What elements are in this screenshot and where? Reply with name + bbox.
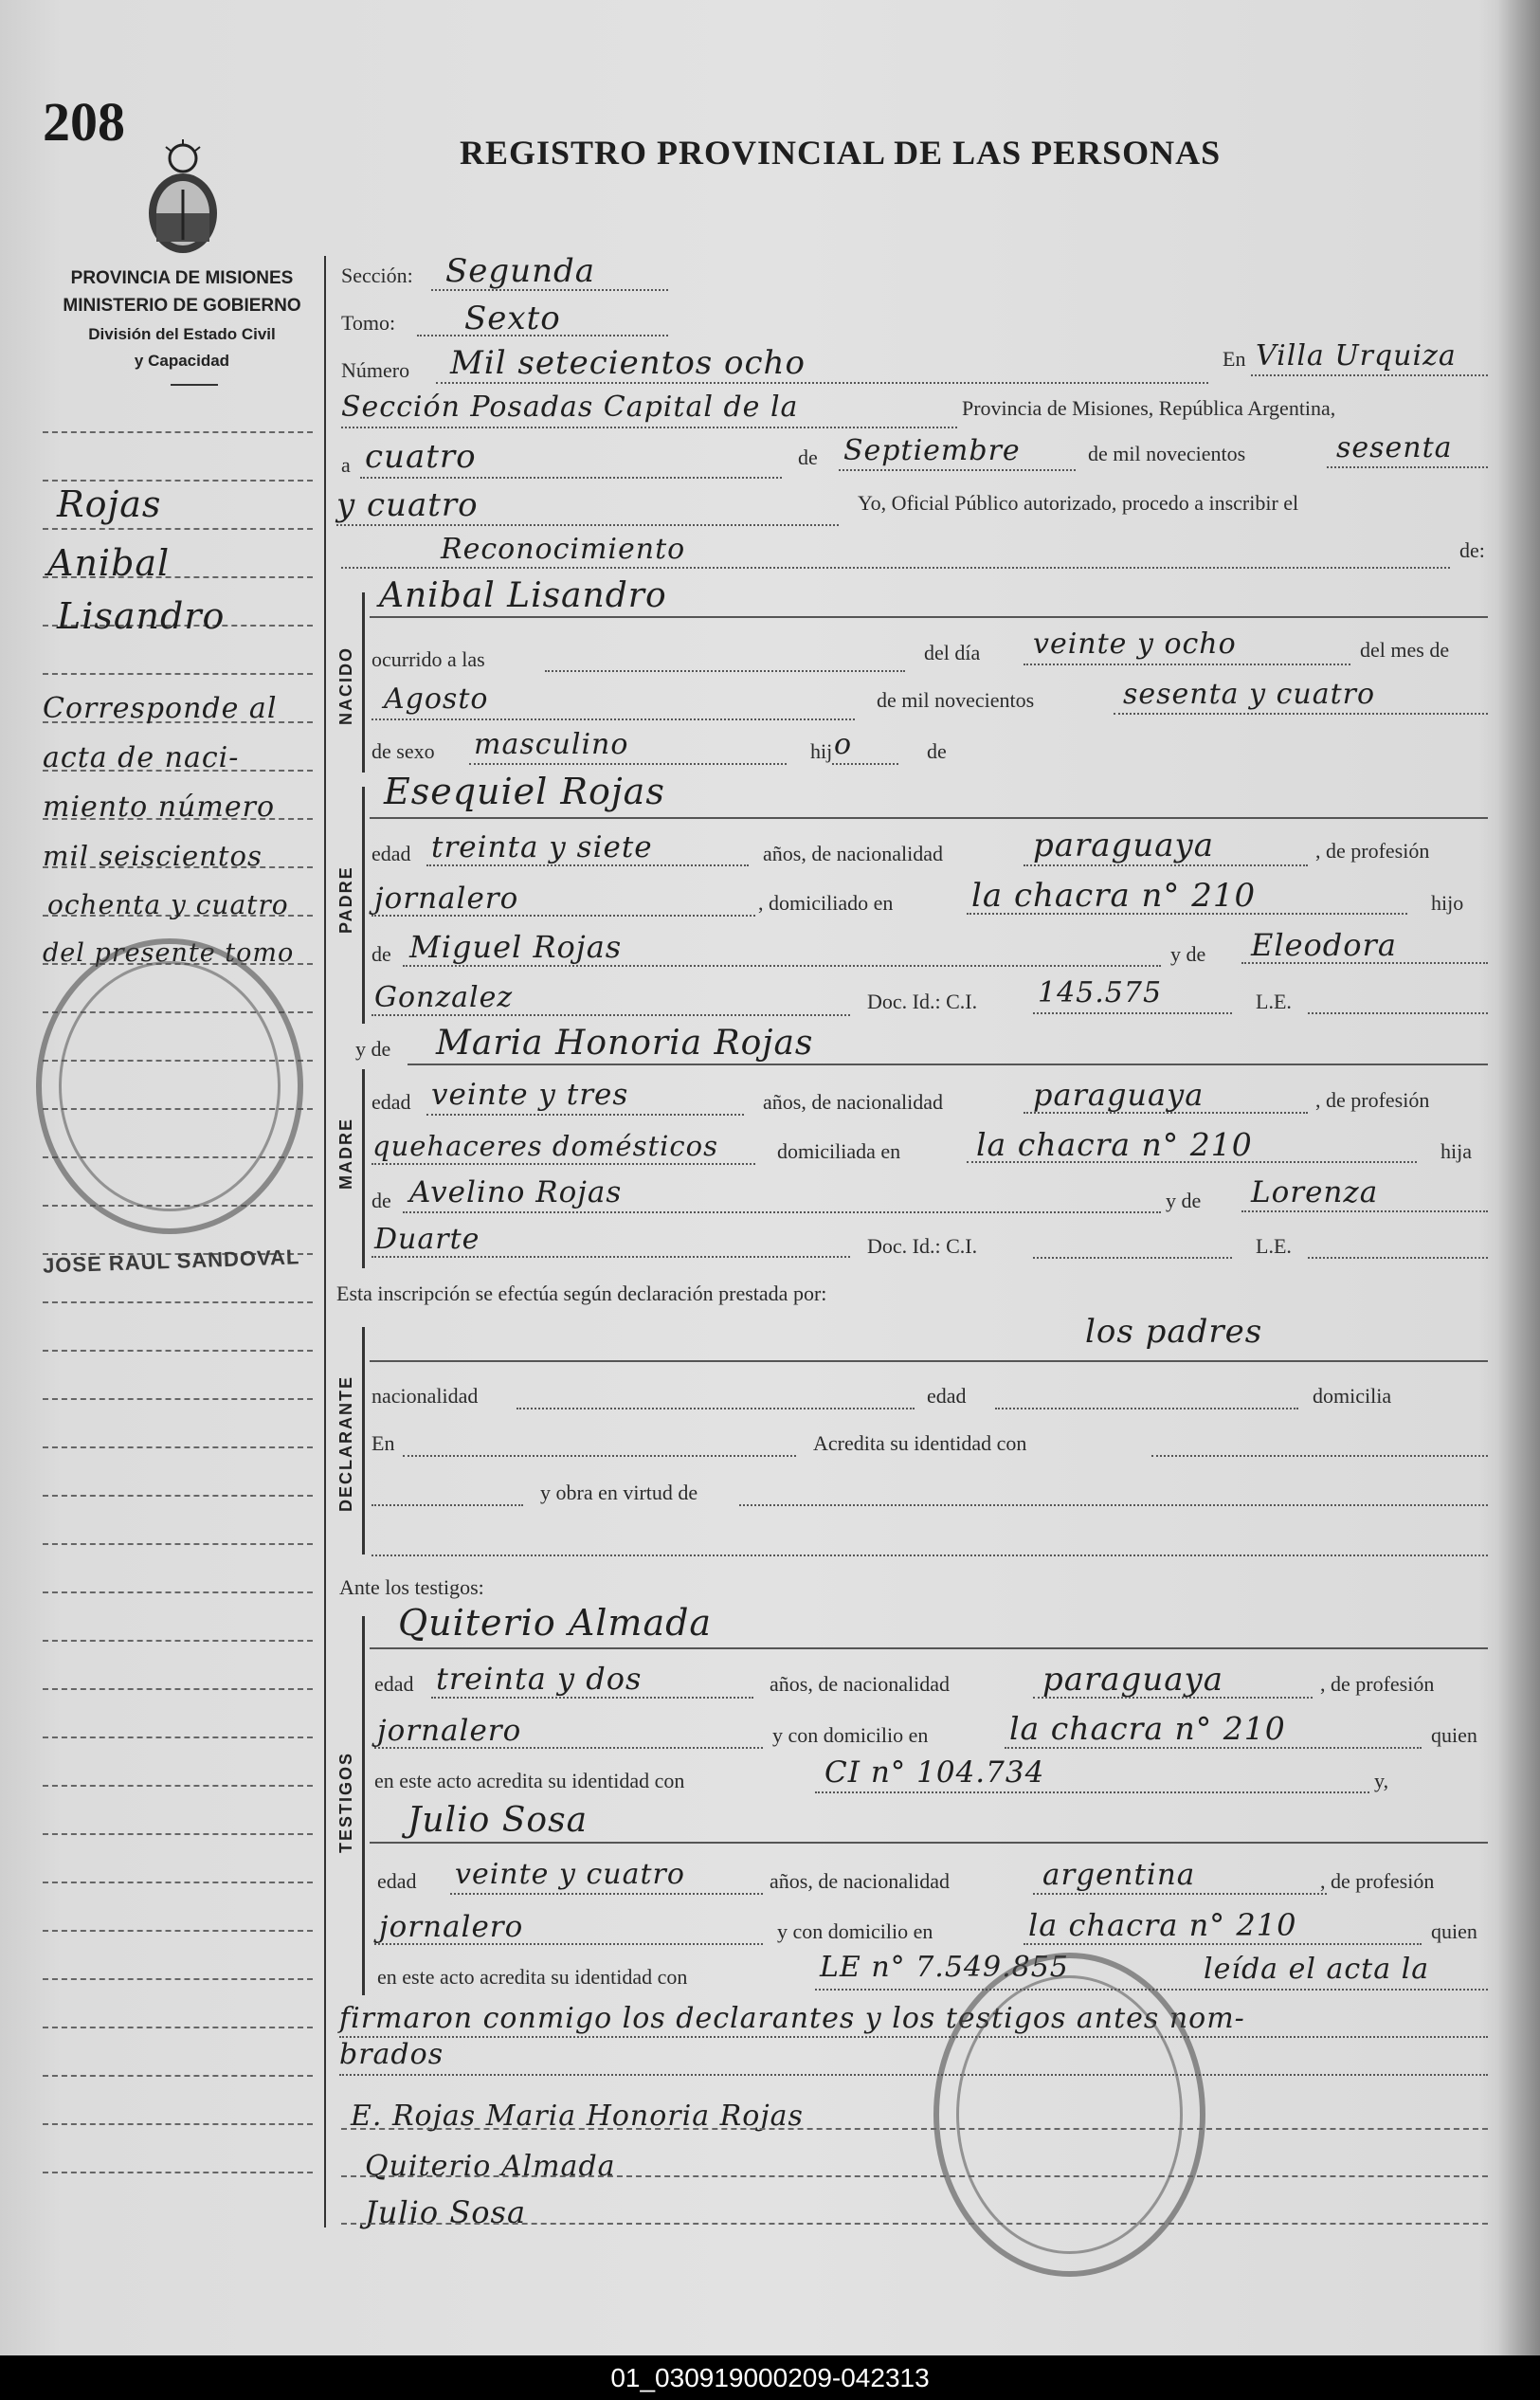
margin-rule <box>43 1543 313 1545</box>
label-madre-hija: hija <box>1440 1139 1472 1163</box>
label-testigo2-quien: quien <box>1431 1919 1477 1943</box>
label-madre-doc: Doc. Id.: C.I. <box>867 1234 978 1258</box>
label-testigo2-anos-nac: años, de nacionalidad <box>770 1869 950 1893</box>
value-testigo1-nacionalidad: paraguaya <box>1042 1661 1223 1699</box>
margin-rule <box>43 1350 313 1352</box>
value-padre-nombre: Esequiel Rojas <box>384 771 665 812</box>
value-madre-nacionalidad: paraguaya <box>1033 1077 1205 1113</box>
value-testigo2-nacionalidad: argentina <box>1042 1858 1196 1892</box>
margin-rule <box>43 1688 313 1690</box>
value-testigo2-doc: LE n° 7.549.855 <box>820 1951 1069 1984</box>
label-padre-y-de: y de <box>1170 942 1206 966</box>
label-padre-edad: edad <box>371 842 411 865</box>
value-testigo1-nombre: Quiterio Almada <box>398 1602 713 1644</box>
margin-first-name: Anibal <box>47 542 171 584</box>
label-testigo1-quien: quien <box>1431 1723 1477 1747</box>
label-padre-hijo: hijo <box>1431 891 1464 915</box>
label-padre-le: L.E. <box>1256 990 1292 1013</box>
value-anio-2: y cuatro <box>336 486 479 524</box>
label-declarante-obra: y obra en virtud de <box>540 1481 698 1504</box>
registry-title: REGISTRO PROVINCIAL DE LAS PERSONAS <box>460 134 1222 172</box>
value-padre-madre-2: Gonzalez <box>374 981 514 1014</box>
label-declarante-edad: edad <box>927 1384 967 1408</box>
margin-second-name: Lisandro <box>57 595 226 637</box>
value-cierre-2: firmaron conmigo los declarantes y los testigos antes nom- <box>339 2002 1245 2035</box>
value-padre-madre-1: Eleodora <box>1251 927 1397 963</box>
label-tomo: Tomo: <box>341 311 396 335</box>
value-padre-profesion: jornalero <box>374 882 519 916</box>
margin-note-5: ochenta y cuatro <box>47 889 289 920</box>
value-cierre-3: brados <box>339 2038 444 2071</box>
label-declarante-domicilia: domicilia <box>1313 1384 1392 1408</box>
margin-rule <box>43 1978 313 1980</box>
margin-rule <box>43 528 313 530</box>
margin-rule <box>43 1930 313 1932</box>
label-del-mes: del mes de <box>1360 638 1450 662</box>
signature-rule <box>341 2175 1488 2177</box>
label-testigo2-edad: edad <box>377 1869 417 1893</box>
margin-rule <box>43 1495 313 1497</box>
office-capacity: y Capacidad <box>134 352 230 370</box>
office-province: PROVINCIA DE MISIONES <box>70 268 294 288</box>
value-madre-edad: veinte y tres <box>431 1078 629 1112</box>
margin-note-1: Corresponde al <box>43 692 278 725</box>
value-testigo2-edad: veinte y cuatro <box>455 1858 685 1891</box>
margin-rule <box>43 2123 313 2125</box>
label-madre-y-de: y de <box>355 1037 391 1061</box>
label-testigo1-domicilio: y con domicilio en <box>772 1723 929 1747</box>
margin-note-2: acta de naci- <box>43 741 240 774</box>
value-madre-padre: Avelino Rojas <box>409 1175 623 1209</box>
margin-rule <box>43 2027 313 2028</box>
margin-rule <box>43 1736 313 1738</box>
office-ministry: MINISTERIO DE GOBIERNO <box>63 296 301 316</box>
margin-rule <box>43 673 313 675</box>
value-madre-profesion: quehaceres domésticos <box>372 1130 718 1162</box>
value-padre-edad: treinta y siete <box>431 830 653 864</box>
value-lugar: Villa Urquiza <box>1256 339 1457 373</box>
signature-parents: E. Rojas Maria Honoria Rojas <box>351 2100 804 2133</box>
label-padre-de: de <box>371 942 391 966</box>
label-madre-de: de <box>371 1189 391 1212</box>
value-madre-nombre: Maria Honoria Rojas <box>436 1024 814 1063</box>
value-testigo1-doc: CI n° 104.734 <box>824 1755 1045 1790</box>
label-madre-profesion: , de profesión <box>1315 1088 1430 1112</box>
value-testigo2-profesion: jornalero <box>379 1910 524 1944</box>
value-declarante: los padres <box>1085 1313 1263 1351</box>
label-numero: Número <box>341 358 410 382</box>
label-testigo2-profesion: , de profesión <box>1320 1869 1435 1893</box>
value-testigo1-domicilio: la chacra n° 210 <box>1009 1710 1286 1747</box>
margin-note-3: miento número <box>43 791 276 824</box>
label-madre-edad: edad <box>371 1090 411 1114</box>
margin-rule <box>43 1301 313 1303</box>
label-declarante-en: En <box>371 1431 395 1455</box>
label-de-mil-2: de mil novecientos <box>877 688 1035 712</box>
value-acto: Reconocimiento <box>441 533 686 566</box>
margin-rule <box>43 1833 313 1835</box>
value-padre-ci: 145.575 <box>1038 976 1163 1009</box>
label-inscripcion: Esta inscripción se efectúa según declaración prestada por: <box>336 1282 827 1305</box>
margin-surname: Rojas <box>57 483 162 525</box>
margin-rule <box>43 1591 313 1593</box>
label-seccion: Sección: <box>341 264 413 287</box>
label-madre-anos-nac: años, de nacionalidad <box>763 1090 943 1114</box>
value-sexo: masculino <box>474 728 629 761</box>
value-cierre-1: leída el acta la <box>1204 1953 1430 1986</box>
signature-witness-2: Julio Sosa <box>365 2194 527 2230</box>
label-de-mes: de <box>798 445 818 469</box>
official-name: JOSE RAUL SANDOVAL <box>42 1245 300 1278</box>
official-stamp-left <box>36 938 303 1234</box>
coat-of-arms-icon <box>140 137 226 265</box>
label-padre-anos-nac: años, de nacionalidad <box>763 842 943 865</box>
value-dia: cuatro <box>365 438 477 476</box>
label-a: a <box>341 453 351 477</box>
label-de-end: de: <box>1459 538 1485 562</box>
label-testigo2-acredita: en este acto acredita su identidad con <box>377 1965 688 1989</box>
margin-rule <box>43 1640 313 1642</box>
label-testigo1-profesion: , de profesión <box>1320 1672 1435 1696</box>
label-en: En <box>1223 347 1246 371</box>
label-padre-doc: Doc. Id.: C.I. <box>867 990 978 1013</box>
margin-rule <box>43 1398 313 1400</box>
value-seccion: Segunda <box>445 252 596 290</box>
value-testigo2-nombre: Julio Sosa <box>408 1801 589 1840</box>
label-ocurrido: ocurrido a las <box>371 647 485 671</box>
section-label-nacido: NACIDO <box>336 646 355 725</box>
label-testigo1-anos-nac: años, de nacionalidad <box>770 1672 950 1696</box>
margin-rule <box>43 1446 313 1448</box>
scan-id-footer: 01_030919000209-042313 <box>0 2355 1540 2400</box>
signature-rule <box>341 2128 1488 2130</box>
signature-rule <box>341 2223 1488 2225</box>
value-anio-1: sesenta <box>1336 431 1453 464</box>
value-testigo2-domicilio: la chacra n° 210 <box>1028 1907 1297 1943</box>
label-hij: hij <box>810 739 833 763</box>
value-tomo: Sexto <box>464 300 561 337</box>
label-testigo2-domicilio: y con domicilio en <box>777 1919 933 1943</box>
label-testigo1-edad: edad <box>374 1672 414 1696</box>
value-testigo1-edad: treinta y dos <box>436 1661 643 1697</box>
section-label-madre: MADRE <box>336 1118 355 1190</box>
label-testigo1-y: y, <box>1374 1769 1389 1792</box>
value-nacido-anio: sesenta y cuatro <box>1123 678 1376 711</box>
margin-note-4: mil seiscientos <box>43 840 263 872</box>
label-madre-le: L.E. <box>1256 1234 1292 1258</box>
label-ante-testigos: Ante los testigos: <box>339 1575 484 1599</box>
value-mes: Septiembre <box>843 434 1021 467</box>
value-madre-domicilio: la chacra n° 210 <box>976 1126 1253 1163</box>
margin-rule <box>43 2172 313 2173</box>
value-lugar-2: Sección Posadas Capital de la <box>341 391 799 424</box>
official-stamp-right <box>933 1953 1205 2277</box>
section-label-testigos: TESTIGOS <box>336 1751 355 1853</box>
label-del-dia: del día <box>924 641 981 664</box>
value-nacido-mes: Agosto <box>384 682 489 716</box>
label-padre-domiciliado: , domiciliado en <box>758 891 894 915</box>
label-declarante-acredita: Acredita su identidad con <box>813 1431 1027 1455</box>
section-label-declarante: DECLARANTE <box>336 1375 355 1512</box>
label-yo: Yo, Oficial Público autorizado, procedo a inscribir el <box>858 491 1299 515</box>
label-provincia: Provincia de Misiones, República Argentina, <box>962 396 1336 420</box>
label-testigo1-acredita: en este acto acredita su identidad con <box>374 1769 685 1792</box>
margin-rule <box>43 2075 313 2077</box>
value-padre-padre: Miguel Rojas <box>409 929 623 965</box>
label-de-sexo: de sexo <box>371 739 435 763</box>
page-number: 208 <box>43 91 125 153</box>
label-madre-y-de-2: y de <box>1166 1189 1202 1212</box>
value-hijo-sufijo: o <box>834 728 853 761</box>
margin-rule <box>43 1882 313 1883</box>
section-label-padre: PADRE <box>336 865 355 934</box>
label-madre-domiciliada: domiciliada en <box>777 1139 901 1163</box>
label-declarante-nacionalidad: nacionalidad <box>371 1384 479 1408</box>
margin-rule <box>43 1785 313 1787</box>
label-de-mil: de mil novecientos <box>1088 442 1246 465</box>
value-madre-madre-1: Lorenza <box>1251 1175 1379 1209</box>
value-madre-madre-2: Duarte <box>374 1223 480 1256</box>
value-testigo1-profesion: jornalero <box>377 1714 522 1748</box>
label-de-hijo: de <box>927 739 947 763</box>
value-nacido-nombre: Anibal Lisandro <box>379 576 667 615</box>
signature-witness-1: Quiterio Almada <box>365 2150 616 2183</box>
value-numero: Mil setecientos ocho <box>450 344 806 382</box>
margin-note-6: del presente tomo <box>43 938 295 968</box>
value-padre-nacionalidad: paraguaya <box>1033 827 1214 864</box>
value-nacido-dia: veinte y ocho <box>1033 627 1237 661</box>
value-padre-domicilio: la chacra n° 210 <box>971 877 1257 915</box>
label-padre-profesion: , de profesión <box>1315 839 1430 863</box>
margin-rule <box>43 431 313 433</box>
office-division: División del Estado Civil <box>88 325 276 343</box>
margin-rule <box>43 480 313 482</box>
